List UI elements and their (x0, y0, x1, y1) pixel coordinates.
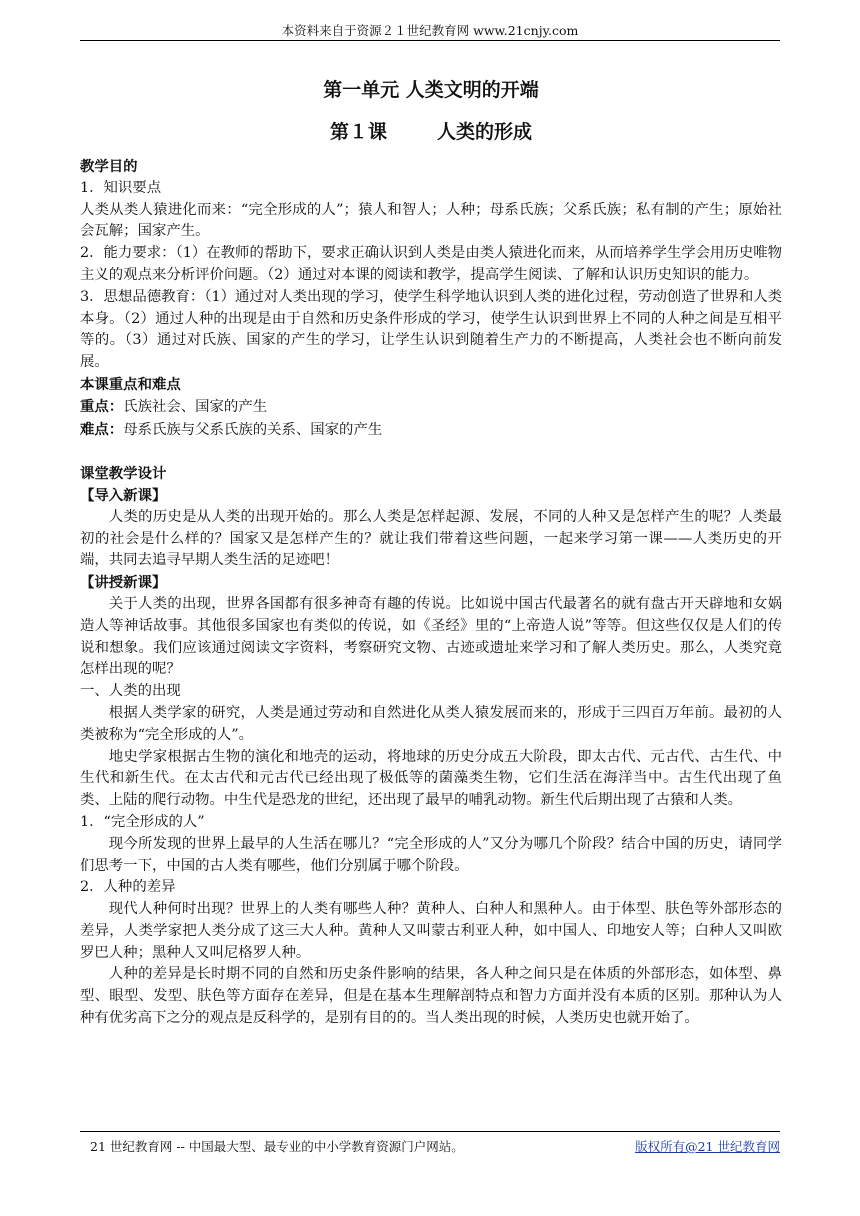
subsection1-text: 现今所发现的世界上最早的人生活在哪儿？“完全形成的人”又分为哪几个阶段？结合中国的历史，请同学们思考一下，中国的古人类有哪些，他们分别属于哪个阶段。 (80, 835, 782, 874)
key-text: 氏族社会、国家的产生 (123, 398, 268, 415)
blank-line (80, 441, 782, 463)
key-points-heading: 本课重点和难点 (80, 375, 181, 393)
intro-text: 人类的历史是从人类的出现开始的。那么人类是怎样起源、发展，不同的人种又是怎样产生的呢？人类最初的社会是什么样的？国家又是怎样产生的？就让我们带着这些问题，一起来学习第一课——人类历史的开端，共同去追寻早期人类生活的足迹吧！ (80, 508, 782, 569)
ability-text: 2．能力要求：（1）在教师的帮助下，要求正确认识到人类是由类人猿进化而来，从而培养学生学会用历史唯物主义的观点来分析评价问题。（2）通过对本课的阅读和教学，提高学生阅读、了解和认识历史知识的能力。 (80, 245, 782, 283)
difficulty-label: 难点： (80, 420, 124, 438)
subsection2-heading: 2．人种的差异 (80, 879, 176, 896)
section1-paragraph-2: 地史学家根据古生物的演化和地壳的运动，将地球的历史分成五大阶段，即太古代、元古代、古生代、中生代和新生代。在太古代和元古代已经出现了极低等的菌藻类生物，它们生活在海洋当中。古生代出现了鱼类、上陆的爬行动物。中生代是恐龙的世纪，还出现了最早的哺乳动物。新生代后期出现了古猿和人类。 (80, 748, 782, 809)
section1-paragraph-1: 根据人类学家的研究，人类是通过劳动和自然进化从类人猿发展而来的，形成于三四百万年前。最初的人类被称为“完全形成的人”。 (80, 704, 782, 743)
key-label: 重点： (80, 397, 124, 415)
section1-heading: 一、人类的出现 (80, 683, 181, 700)
copyright-link[interactable]: 版权所有@21 世纪教育网 (635, 1139, 780, 1154)
subsection1-heading: 1．“完全形成的人” (80, 813, 205, 830)
difficulty-line (80, 419, 782, 442)
footer-text: 21 世纪教育网 -- 中国最大型、最专业的中小学教育资源门户网站。 (90, 1139, 464, 1154)
design-heading: 课堂教学设计 (80, 465, 167, 483)
document-body (80, 76, 782, 1030)
subsection2-paragraph-2: 人种的差异是长时期不同的自然和历史条件影响的结果，各人种之间只是在体质的外部形态，如体型、鼻型、眼型、发型、肤色等方面存在差异，但是在基本生理解剖特点和智力方面并没有本质的区别。那种认为人种有优劣高下之分的观点是反科学的，是别有目的的。当人类出现的时候，人类历史也就开始了。 (80, 966, 782, 1027)
teach-heading: 【讲授新课】 (80, 574, 167, 592)
knowledge-text: 人类从类人猿进化而来：“完全形成的人”；猿人和智人；人种；母系氏族；父系氏族；私有制的产生；原始社会瓦解；国家产生。 (80, 201, 782, 240)
subsection2-paragraph-1: 现代人种何时出现？世界上的人类有哪些人种？黄种人、白种人和黑种人。由于体型、肤色等外部形态的差异，人类学家把人类分成了这三大人种。黄种人又叫蒙古利亚人种，如中国人、印地安人等；白种人又叫欧罗巴人种；黑种人又叫尼格罗人种。 (80, 901, 782, 961)
objectives-heading: 教学目的 (80, 158, 138, 175)
lesson-name: 人类的形成 (437, 121, 533, 143)
page-footer (80, 1131, 780, 1155)
header-text: 本资料来自于资源２１世纪教育网 www.21cnjy.com (281, 23, 579, 38)
intro-heading: 【导入新课】 (80, 486, 167, 504)
lesson-number: 第１课 (329, 121, 387, 143)
unit-title: 第一单元 人类文明的开端 (323, 79, 539, 101)
knowledge-label: 1．知识要点 (80, 179, 162, 196)
teach-text: 关于人类的出现，世界各国都有很多神奇有趣的传说。比如说中国古代最著名的就有盘古开天辟地和女娲造人等神话故事。其他很多国家也有类似的传说，如《圣经》里的“上帝造人说”等等。但这些仅仅是人们的传说和想象。我们应该通过阅读文字资料，考察研究文物、古迹或遗址来学习和了解人类历史。那么，人类究竟怎样出现的呢？ (80, 595, 782, 678)
moral-text: 3．思想品德教育：（1）通过对人类出现的学习，使学生科学地认识到人类的进化过程，劳动创造了世界和人类本身。（2）通过人种的出现是由于自然和历史条件形成的学习，使学生认识到世界上不同的人种之间是互相平等的。（3）通过对氏族、国家的产生的学习，让学生认识到随着生产力的不断提高，人类社会也不断向前发展。 (80, 288, 782, 371)
page-header (80, 22, 780, 41)
difficulty-text: 母系氏族与父系氏族的关系、国家的产生 (123, 421, 383, 438)
key-point-line (80, 396, 782, 419)
lesson-title (80, 118, 782, 146)
